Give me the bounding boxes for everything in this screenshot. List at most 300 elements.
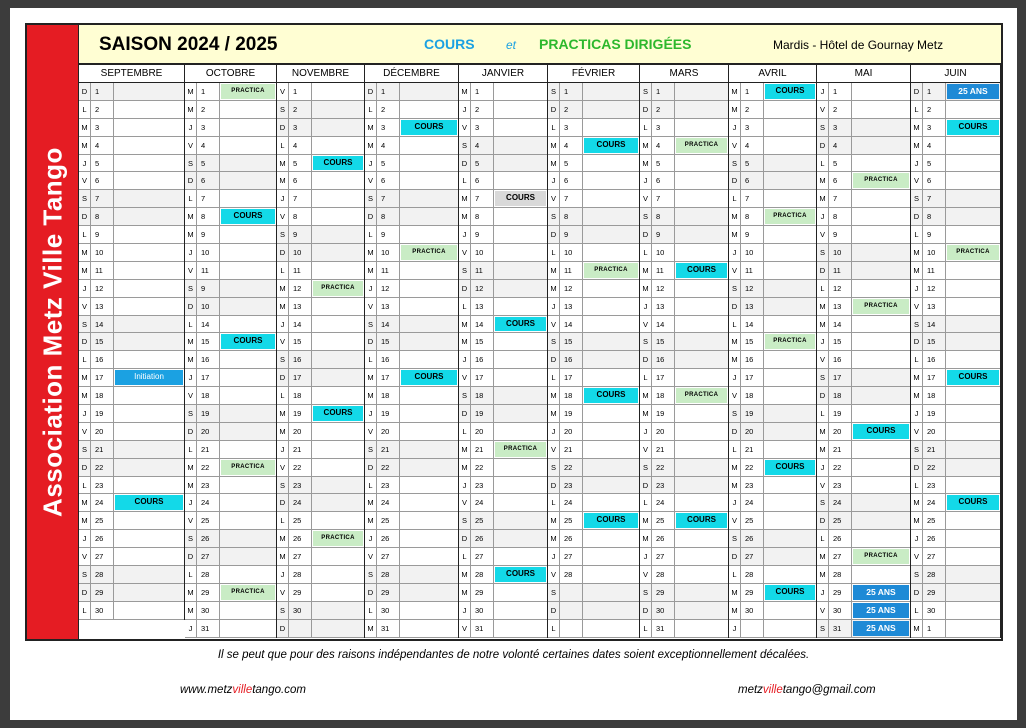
event-cell [220, 441, 276, 458]
event-cell [114, 244, 184, 261]
day-row [365, 172, 458, 190]
day-number: 30 [829, 602, 852, 619]
event-cell [675, 584, 728, 601]
event-cell [675, 405, 728, 422]
event-cell [852, 620, 910, 637]
day-number: 21 [377, 441, 400, 458]
event-cell [220, 83, 276, 100]
event-cours-badge: COURS [313, 406, 363, 421]
event-cell [114, 566, 184, 583]
event-cell [220, 494, 276, 511]
event-cell [946, 477, 1000, 494]
event-cell [494, 405, 547, 422]
event-cell [312, 280, 364, 297]
weekday-letter: D [729, 548, 741, 565]
event-cell [220, 280, 276, 297]
event-practica-badge: PRACTICA [584, 263, 638, 278]
day-number: 17 [923, 369, 946, 386]
day-row [548, 602, 639, 620]
day-number: 1 [471, 83, 494, 100]
day-row [729, 530, 816, 548]
day-number: 15 [923, 333, 946, 350]
day-number: 1 [923, 83, 946, 100]
event-cell [114, 298, 184, 315]
day-number: 2 [377, 101, 400, 118]
day-number: 7 [560, 190, 583, 207]
weekday-letter: M [79, 119, 91, 136]
event-cell [764, 530, 816, 547]
event-cell [494, 423, 547, 440]
weekday-letter: V [548, 190, 560, 207]
day-row [277, 494, 364, 512]
day-number: 27 [560, 548, 583, 565]
event-cell [583, 155, 639, 172]
day-number: 22 [471, 459, 494, 476]
day-number: 22 [829, 459, 852, 476]
weekday-letter: V [817, 602, 829, 619]
day-number: 15 [829, 333, 852, 350]
day-row [277, 423, 364, 441]
day-row [185, 137, 276, 155]
event-cell [312, 155, 364, 172]
event-cell [494, 83, 547, 100]
weekday-letter: S [79, 441, 91, 458]
event-cell [946, 423, 1000, 440]
event-cell [946, 530, 1000, 547]
weekday-letter: D [365, 83, 377, 100]
event-cell [852, 441, 910, 458]
event-cell [583, 316, 639, 333]
weekday-letter: J [365, 155, 377, 172]
event-cell [114, 494, 184, 511]
weekday-letter: M [365, 387, 377, 404]
day-number: 18 [197, 387, 220, 404]
day-row [911, 512, 1000, 530]
day-number: 20 [197, 423, 220, 440]
day-number: 12 [829, 280, 852, 297]
weekday-letter: V [640, 316, 652, 333]
day-number: 7 [289, 190, 312, 207]
day-number: 20 [923, 423, 946, 440]
weekday-letter: L [911, 226, 923, 243]
email-link[interactable] [738, 684, 876, 696]
day-row [365, 530, 458, 548]
event-cell [494, 441, 547, 458]
day-row [365, 441, 458, 459]
day-number: 28 [289, 566, 312, 583]
event-cell [220, 548, 276, 565]
event-cell [583, 405, 639, 422]
weekday-letter: L [640, 119, 652, 136]
day-row [79, 119, 184, 137]
weekday-letter: S [459, 262, 471, 279]
day-row [911, 441, 1000, 459]
association-name: Association Metz Ville Tango [37, 147, 68, 517]
event-cell [220, 620, 276, 637]
day-number: 3 [560, 119, 583, 136]
day-row [817, 155, 910, 173]
event-cell [946, 459, 1000, 476]
day-row [79, 280, 184, 298]
event-cell [852, 351, 910, 368]
day-row [911, 333, 1000, 351]
event-cours-badge: COURS [765, 585, 815, 600]
event-cell [852, 298, 910, 315]
event-cell [583, 512, 639, 529]
event-cell [400, 494, 458, 511]
event-cell [764, 101, 816, 118]
weekday-letter: M [640, 262, 652, 279]
day-number: 24 [289, 494, 312, 511]
day-row [459, 387, 547, 405]
day-number: 8 [377, 208, 400, 225]
day-number: 27 [197, 548, 220, 565]
event-cell [583, 477, 639, 494]
weekday-letter: L [277, 387, 289, 404]
weekday-letter: M [185, 333, 197, 350]
day-number: 7 [923, 190, 946, 207]
event-cell [220, 244, 276, 261]
weekday-letter: M [729, 459, 741, 476]
day-row [548, 298, 639, 316]
day-row [911, 208, 1000, 226]
day-number: 28 [197, 566, 220, 583]
day-row [365, 512, 458, 530]
day-number: 3 [923, 119, 946, 136]
day-number: 30 [652, 602, 675, 619]
event-cell [312, 441, 364, 458]
day-number: 19 [91, 405, 114, 422]
weekday-letter: J [729, 119, 741, 136]
day-row [459, 602, 547, 620]
day-row [277, 208, 364, 226]
event-cell [114, 333, 184, 350]
day-number: 9 [91, 226, 114, 243]
day-row [548, 387, 639, 405]
day-number: 16 [829, 351, 852, 368]
day-number: 11 [923, 262, 946, 279]
event-cell [114, 369, 184, 386]
event-cell [312, 226, 364, 243]
day-row [548, 530, 639, 548]
day-number: 28 [652, 566, 675, 583]
event-cell [400, 620, 458, 637]
weekday-letter: D [459, 155, 471, 172]
day-number: 27 [923, 548, 946, 565]
event-cell [312, 351, 364, 368]
day-row [817, 477, 910, 495]
day-row [277, 387, 364, 405]
weekday-letter: S [817, 244, 829, 261]
weekday-letter: S [277, 226, 289, 243]
day-number: 30 [471, 602, 494, 619]
weekday-letter: D [640, 602, 652, 619]
event-cell [312, 101, 364, 118]
event-cell [400, 477, 458, 494]
day-row [817, 351, 910, 369]
day-row [548, 226, 639, 244]
weekday-letter: M [729, 83, 741, 100]
month-column [365, 83, 459, 638]
day-number: 26 [923, 530, 946, 547]
event-cell [764, 602, 816, 619]
event-cell [220, 351, 276, 368]
weekday-letter: D [817, 137, 829, 154]
day-row [459, 119, 547, 137]
weekday-letter: V [459, 119, 471, 136]
event-cell [764, 477, 816, 494]
day-row [640, 477, 728, 495]
event-cell [764, 512, 816, 529]
event-cell [400, 333, 458, 350]
day-row [277, 584, 364, 602]
event-cell [400, 548, 458, 565]
day-number: 18 [829, 387, 852, 404]
event-cell [220, 101, 276, 118]
event-cell [675, 620, 728, 637]
weekday-letter: M [277, 172, 289, 189]
event-cell [675, 316, 728, 333]
weekday-letter: J [79, 530, 91, 547]
event-cell [675, 101, 728, 118]
day-number: 8 [560, 208, 583, 225]
day-number: 7 [197, 190, 220, 207]
day-row [911, 316, 1000, 334]
weekday-letter: L [640, 494, 652, 511]
day-number: 15 [560, 333, 583, 350]
weekday-letter: L [79, 477, 91, 494]
day-number: 1 [91, 83, 114, 100]
day-number: 4 [829, 137, 852, 154]
weekday-letter: J [185, 369, 197, 386]
day-number: 21 [741, 441, 764, 458]
month-column [729, 83, 817, 638]
event-cell [852, 83, 910, 100]
weekday-letter: D [365, 584, 377, 601]
day-number: 6 [471, 172, 494, 189]
day-number: 14 [923, 316, 946, 333]
event-cell [220, 477, 276, 494]
day-row [911, 387, 1000, 405]
event-cell [114, 477, 184, 494]
month-header: MARS [640, 65, 729, 83]
day-number: 27 [829, 548, 852, 565]
weekday-letter: M [729, 226, 741, 243]
event-cell [583, 494, 639, 511]
day-number: 27 [741, 548, 764, 565]
day-row [729, 584, 816, 602]
day-number: 18 [471, 387, 494, 404]
weekday-letter: V [817, 226, 829, 243]
event-cell [312, 387, 364, 404]
day-number: 19 [829, 405, 852, 422]
day-number: 14 [377, 316, 400, 333]
day-number: 29 [197, 584, 220, 601]
weekday-letter: V [817, 101, 829, 118]
day-number: 30 [377, 602, 400, 619]
event-cell [400, 101, 458, 118]
day-row [459, 512, 547, 530]
event-cell [852, 512, 910, 529]
day-number: 21 [289, 441, 312, 458]
day-row [640, 369, 728, 387]
day-number: 27 [91, 548, 114, 565]
day-number: 11 [652, 262, 675, 279]
event-cell [946, 548, 1000, 565]
day-number: 10 [91, 244, 114, 261]
day-number: 1 [560, 83, 583, 100]
event-cell [583, 190, 639, 207]
day-number: 1 [377, 83, 400, 100]
day-number: 24 [560, 494, 583, 511]
weekday-letter: D [459, 530, 471, 547]
day-number: 6 [377, 172, 400, 189]
event-cell [400, 262, 458, 279]
day-number [741, 620, 764, 637]
day-row [911, 584, 1000, 602]
day-row [817, 190, 910, 208]
event-cell [583, 387, 639, 404]
day-row [640, 512, 728, 530]
event-cell [946, 566, 1000, 583]
venue-label: Mardis - Hôtel de Gournay Metz [773, 38, 944, 52]
day-number: 18 [377, 387, 400, 404]
event-cours-badge: COURS [584, 513, 638, 528]
event-cours-badge: COURS [495, 567, 546, 582]
weekday-letter: V [459, 369, 471, 386]
event-cell [764, 423, 816, 440]
weekday-letter: V [911, 172, 923, 189]
day-number [560, 602, 583, 619]
day-number: 24 [471, 494, 494, 511]
event-cell [400, 244, 458, 261]
weekday-letter: D [911, 459, 923, 476]
day-number: 9 [652, 226, 675, 243]
day-row [911, 477, 1000, 495]
day-row [185, 620, 276, 638]
month-header: AVRIL [729, 65, 817, 83]
day-row [548, 262, 639, 280]
day-number: 6 [197, 172, 220, 189]
day-number: 17 [829, 369, 852, 386]
event-cell [852, 226, 910, 243]
event-cell [494, 244, 547, 261]
event-cours-badge: COURS [495, 317, 546, 332]
day-row [459, 530, 547, 548]
event-cell [114, 208, 184, 225]
event-grey-badge: COURS [495, 191, 546, 206]
event-cell [764, 548, 816, 565]
event-cell [764, 584, 816, 601]
event-init-badge: Initiation [115, 370, 183, 385]
event-cell [764, 226, 816, 243]
day-row [365, 566, 458, 584]
day-row [911, 172, 1000, 190]
day-row [548, 155, 639, 173]
weekday-letter: M [911, 369, 923, 386]
event-practica-badge: PRACTICA [853, 173, 909, 188]
day-row [365, 83, 458, 101]
day-row [911, 459, 1000, 477]
day-row [640, 262, 728, 280]
event-cell [494, 459, 547, 476]
weekday-letter: M [548, 405, 560, 422]
event-cell [400, 226, 458, 243]
weekday-letter: M [459, 584, 471, 601]
day-row [640, 190, 728, 208]
event-cell [946, 226, 1000, 243]
event-cell [494, 512, 547, 529]
weekday-letter: V [79, 548, 91, 565]
weekday-letter: L [459, 172, 471, 189]
weekday-letter: D [459, 405, 471, 422]
day-number [289, 620, 312, 637]
day-row [185, 369, 276, 387]
weekday-letter: J [817, 459, 829, 476]
event-cell [946, 298, 1000, 315]
event-cell [494, 190, 547, 207]
day-number: 17 [471, 369, 494, 386]
month-column [817, 83, 911, 638]
day-row [79, 423, 184, 441]
day-row [277, 101, 364, 119]
day-row [548, 280, 639, 298]
event-cell [220, 333, 276, 350]
event-ans-badge: 25 ANS [947, 84, 999, 99]
event-cell [220, 423, 276, 440]
season-header [79, 25, 1001, 65]
event-cell [114, 512, 184, 529]
day-number: 11 [91, 262, 114, 279]
weekday-letter: M [911, 620, 923, 637]
day-row [548, 83, 639, 101]
event-cell [312, 566, 364, 583]
event-cell [220, 602, 276, 619]
website-link[interactable] [180, 684, 306, 696]
event-cours-badge: COURS [947, 495, 999, 510]
weekday-letter: J [729, 244, 741, 261]
weekday-letter: M [911, 512, 923, 529]
email-suffix: tango@gmail.com [782, 684, 876, 696]
event-cell [114, 172, 184, 189]
weekday-letter: M [185, 459, 197, 476]
day-number: 25 [377, 512, 400, 529]
weekday-letter: D [185, 548, 197, 565]
weekday-letter: V [729, 262, 741, 279]
weekday-letter: J [548, 548, 560, 565]
event-cell [312, 530, 364, 547]
day-row [365, 584, 458, 602]
weekday-letter: M [729, 584, 741, 601]
weekday-letter: L [817, 155, 829, 172]
event-cell [220, 530, 276, 547]
event-cell [675, 566, 728, 583]
day-number: 2 [471, 101, 494, 118]
day-row [729, 548, 816, 566]
day-number: 10 [289, 244, 312, 261]
event-cell [675, 477, 728, 494]
weekday-letter: J [185, 119, 197, 136]
day-row [365, 387, 458, 405]
day-number: 5 [91, 155, 114, 172]
day-row [459, 459, 547, 477]
day-number: 8 [471, 208, 494, 225]
event-cell [583, 333, 639, 350]
event-cell [675, 387, 728, 404]
weekday-letter: M [185, 226, 197, 243]
month-column [640, 83, 729, 638]
day-row [185, 262, 276, 280]
